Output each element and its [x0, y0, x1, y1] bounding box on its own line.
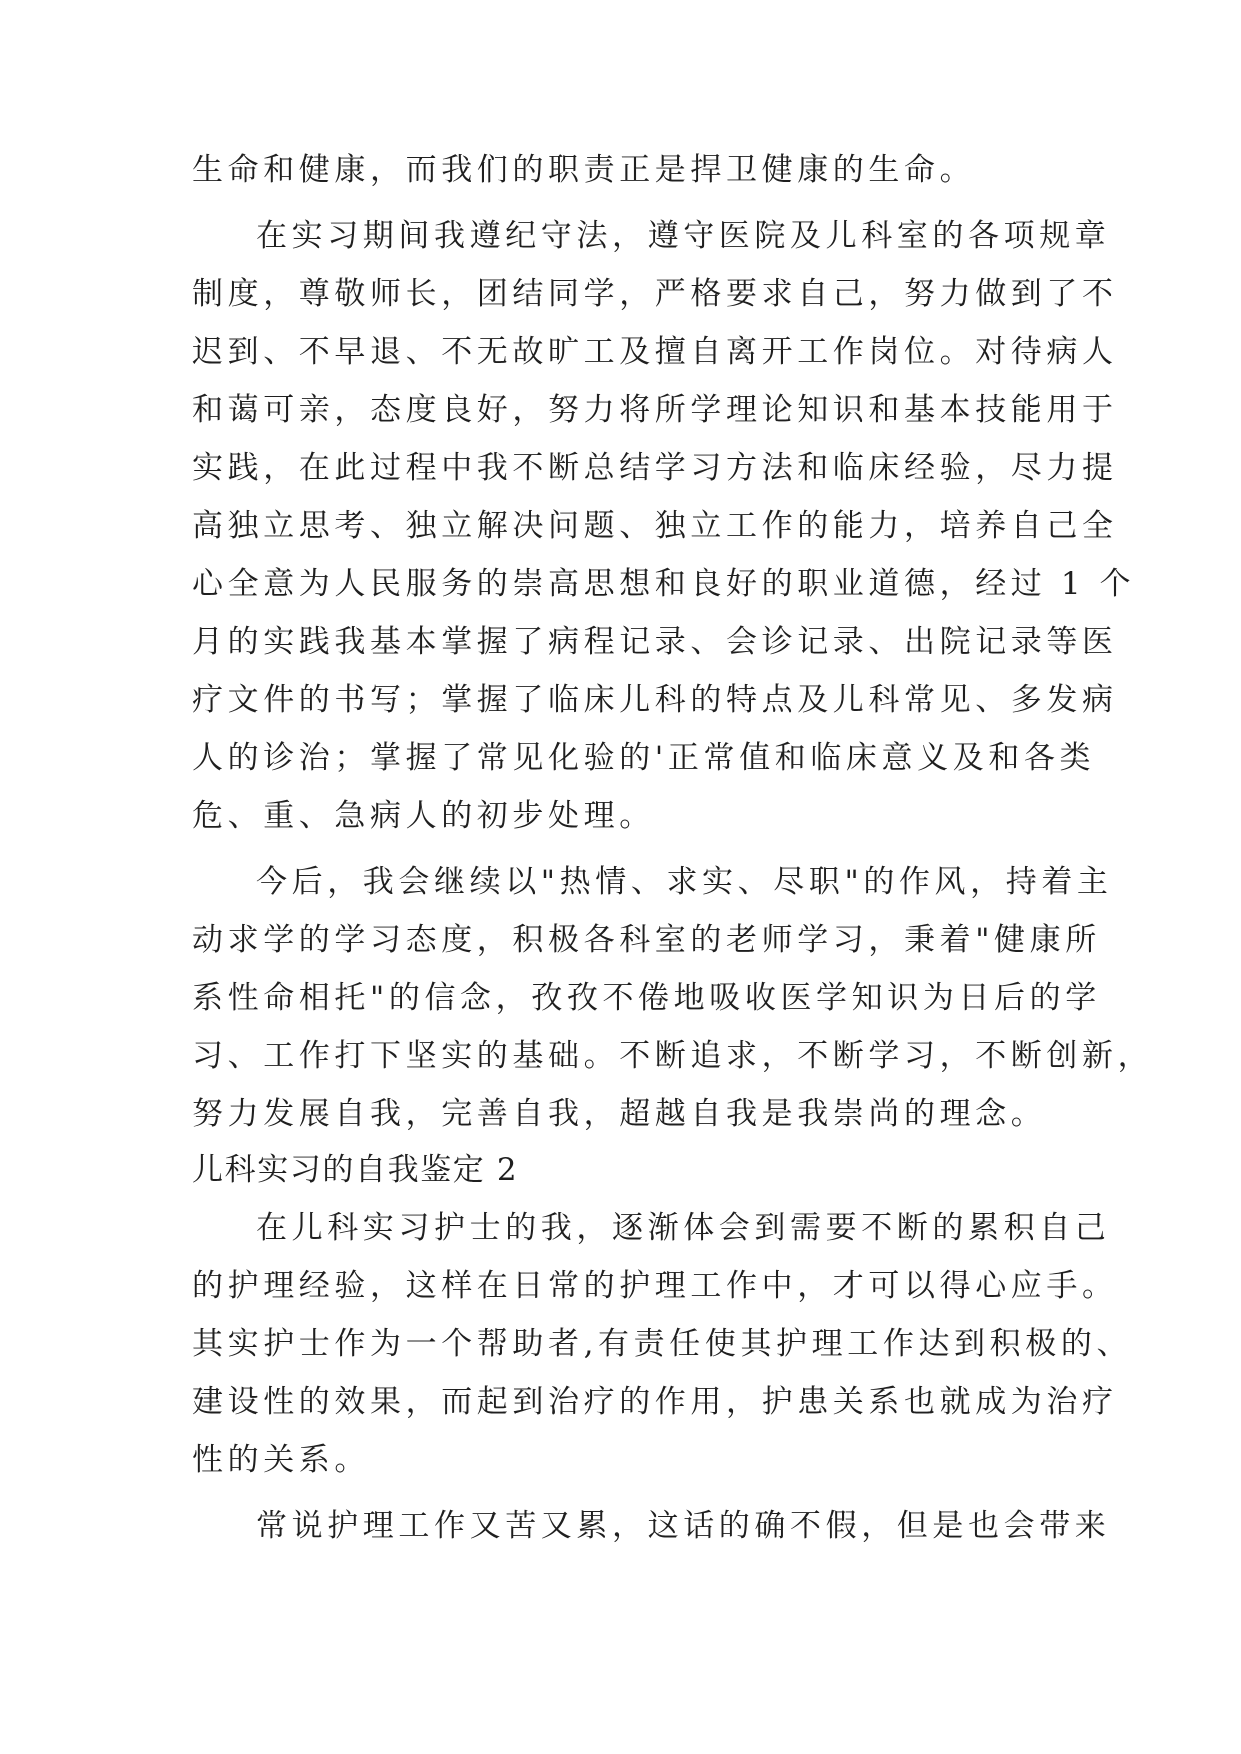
text-line: 心全意为人民服务的崇高思想和良好的职业道德，经过 1 个	[192, 566, 1136, 602]
text-line: 努力发展自我，完善自我，超越自我是我崇尚的理念。	[192, 1096, 1047, 1132]
text-line: 疗文件的书写；掌握了临床儿科的特点及儿科常见、多发病	[192, 682, 1118, 718]
text-line: 性的关系。	[192, 1442, 370, 1478]
paragraph-first-line: 常说护理工作又苦又累，这话的确不假，但是也会带来	[256, 1508, 1111, 1544]
paragraph-first-line: 今后，我会继续以"热情、求实、尽职"的作风，持着主	[256, 864, 1113, 900]
paragraph-first-line: 在儿科实习护士的我，逐渐体会到需要不断的累积自己	[256, 1210, 1111, 1246]
text-line: 人的诊治；掌握了常见化验的'正常值和临床意义及和各类	[192, 740, 1096, 776]
text-line: 的护理经验，这样在日常的护理工作中，才可以得心应手。	[192, 1268, 1118, 1304]
text-line: 其实护士作为一个帮助者,有责任使其护理工作达到积极的、	[192, 1326, 1133, 1362]
text-line: 月的实践我基本掌握了病程记录、会诊记录、出院记录等医	[192, 624, 1118, 660]
text-line: 高独立思考、独立解决问题、独立工作的能力，培养自己全	[192, 508, 1118, 544]
text-line: 危、重、急病人的初步处理。	[192, 798, 655, 834]
text-line: 习、工作打下坚实的基础。不断追求，不断学习，不断创新，	[192, 1038, 1154, 1074]
text-line: 和蔼可亲，态度良好，努力将所学理论知识和基本技能用于	[192, 392, 1118, 428]
text-line: 迟到、不早退、不无故旷工及擅自离开工作岗位。对待病人	[192, 334, 1118, 370]
text-line: 实践，在此过程中我不断总结学习方法和临床经验，尽力提	[192, 450, 1118, 486]
text-line: 制度，尊敬师长，团结同学，严格要求自己，努力做到了不	[192, 276, 1118, 312]
paragraph-first-line: 在实习期间我遵纪守法，遵守医院及儿科室的各项规章	[256, 218, 1111, 254]
text-line: 系性命相托"的信念，孜孜不倦地吸收医学知识为日后的学	[192, 980, 1101, 1016]
text-line: 建设性的效果，而起到治疗的作用，护患关系也就成为治疗	[192, 1384, 1118, 1420]
text-line: 动求学的学习态度，积极各科室的老师学习，秉着"健康所	[192, 922, 1101, 958]
text-line: 生命和健康，而我们的职责正是捍卫健康的生命。	[192, 152, 976, 188]
section-heading: 儿科实习的自我鉴定 2	[192, 1152, 519, 1188]
